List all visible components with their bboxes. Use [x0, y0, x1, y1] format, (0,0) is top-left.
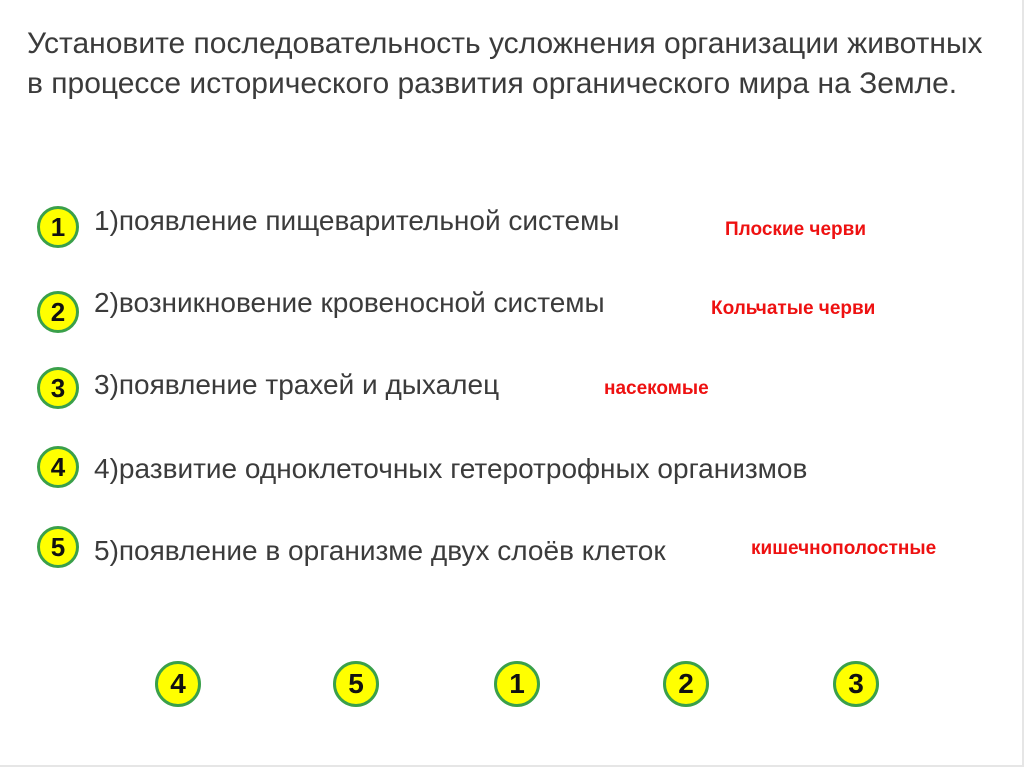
step-annotation-3: насекомые: [604, 378, 709, 399]
question-text: Установите последовательность усложнения организации животных в процессе исторического развития органического мира на Земле.: [27, 27, 983, 100]
step-annotation-1: Плоские черви: [725, 219, 866, 240]
step-annotation-5: кишечнополостные: [751, 538, 937, 559]
step-text-5: 5)появление в организме двух слоёв клеток: [94, 535, 666, 566]
step-number-badge-2: 2: [37, 291, 79, 333]
step-number-badge-4: 4: [37, 446, 79, 488]
step-annotation-2: Кольчатые черви: [711, 298, 876, 319]
step-number-badge-3: 3: [37, 367, 79, 409]
answer-badge-3: 1: [494, 661, 540, 707]
answer-badge-2: 5: [333, 661, 379, 707]
step-text-4: 4)развитие одноклеточных гетеротрофных организмов: [94, 453, 808, 484]
step-text-2: 2)возникновение кровеносной системы: [94, 287, 605, 318]
answer-badge-4: 2: [663, 661, 709, 707]
answer-badge-5: 3: [833, 661, 879, 707]
step-number-badge-1: 1: [37, 206, 79, 248]
step-number-badge-5: 5: [37, 526, 79, 568]
answer-badge-1: 4: [155, 661, 201, 707]
step-text-3: 3)появление трахей и дыхалец: [94, 369, 500, 400]
step-text-1: 1)появление пищеварительной системы: [94, 205, 620, 236]
